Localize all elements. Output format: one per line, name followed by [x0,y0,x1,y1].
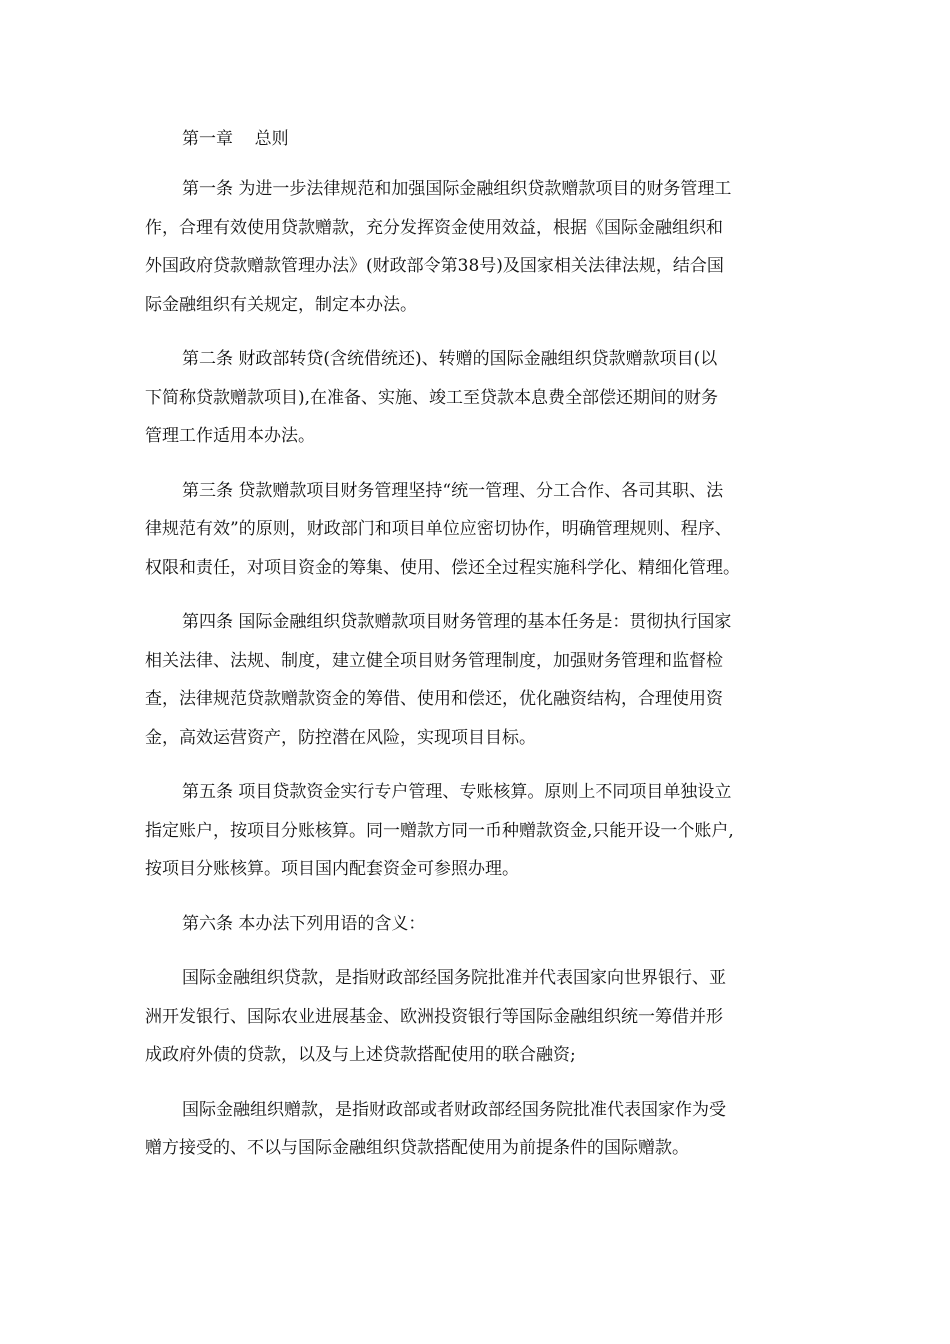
article-5-paragraph [145,773,810,889]
article-6-paragraph [145,905,810,944]
definition-grant-paragraph [145,1091,810,1168]
article-1-paragraph [145,170,810,324]
paragraph-line: 权限和责任，对项目资金的筹集、使用、偿还全过程实施科学化、精细化管理。 [145,557,740,578]
document-page [145,120,810,1184]
paragraph-line: 管理工作适用本办法。 [145,426,315,446]
paragraph-line: 律规范有效”的原则，财政部门和项目单位应密切协作，明确管理规则、程序、 [145,519,732,539]
paragraph-line: 际金融组织有关规定，制定本办法。 [145,294,417,315]
paragraph-line: 第一条 为进一步法律规范和加强国际金融组织贷款赠款项目的财务管理工 [182,179,732,199]
article-2-paragraph [145,340,810,456]
paragraph-line: 相关法律、法规、制度，建立健全项目财务管理制度，加强财务管理和监督检 [145,650,723,671]
paragraph-line: 赠方接受的、不以与国际金融组织贷款搭配使用为前提条件的国际赠款。 [145,1138,689,1158]
article-4-paragraph [145,603,810,757]
paragraph-line: 洲开发银行、国际农业进展基金、欧洲投资银行等国际金融组织统一筹借并形 [145,1006,723,1027]
definition-loan-paragraph [145,959,810,1075]
article-3-paragraph [145,472,810,588]
paragraph-line: 指定账户，按项目分账核算。同一赠款方同一币种赠款资金,只能开设一个账户, [145,820,734,841]
paragraph-line: 第四条 国际金融组织贷款赠款项目财务管理的基本任务是：贯彻执行国家 [182,612,732,632]
paragraph-line: 按项目分账核算。项目国内配套资金可参照办理。 [145,859,519,879]
paragraph-line: 金，高效运营资产，防控潜在风险，实现项目目标。 [145,727,536,748]
paragraph-line: 第六条 本办法下列用语的含义： [182,913,426,934]
paragraph-line: 外国政府贷款赠款管理办法》(财政部令第38号)及国家相关法律法规，结合国 [145,256,724,276]
paragraph-line: 国际金融组织赠款，是指财政部或者财政部经国务院批准代表国家作为受 [182,1099,726,1120]
paragraph-line: 下简称贷款赠款项目),在准备、实施、竣工至贷款本息费全部偿还期间的财务 [145,387,719,408]
paragraph-line: 作，合理有效使用贷款赠款，充分发挥资金使用效益，根据《国际金融组织和 [145,217,723,238]
paragraph-line: 第二条 财政部转贷(含统借统还)、转赠的国际金融组织贷款赠款项目(以 [182,349,718,369]
paragraph-line: 查，法律规范贷款赠款资金的筹借、使用和偿还，优化融资结构，合理使用资 [145,689,723,709]
paragraph-line: 第三条 贷款赠款项目财务管理坚持“统一管理、分工合作、各司其职、法 [182,480,724,501]
paragraph-line: 国际金融组织贷款，是指财政部经国务院批准并代表国家向世界银行、亚 [182,968,726,988]
paragraph-line: 第五条 项目贷款资金实行专户管理、专账核算。原则上不同项目单独设立 [182,782,732,802]
chapter-heading: 第一章 总则 [182,129,289,149]
paragraph-line: 成政府外债的贷款，以及与上述贷款搭配使用的联合融资; [145,1045,576,1065]
